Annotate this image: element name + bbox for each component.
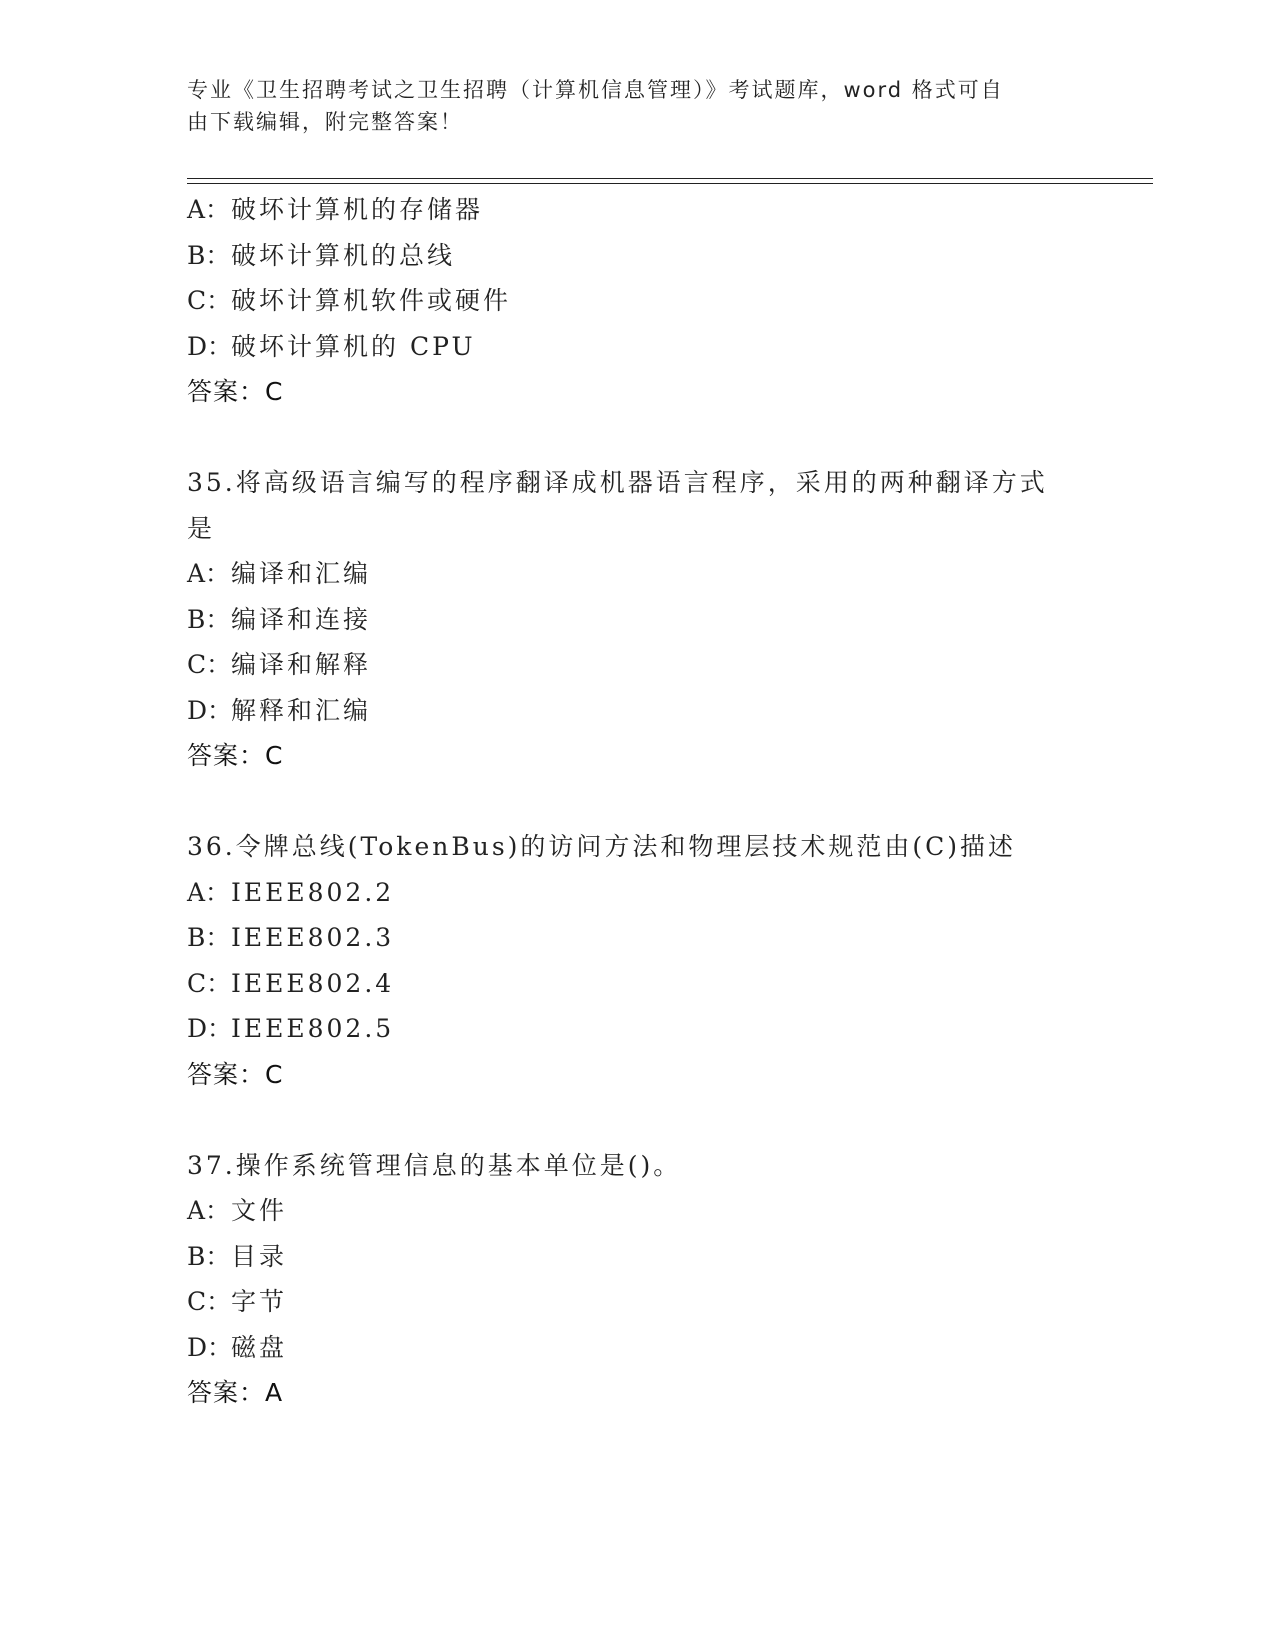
option-key: D： [187,1332,233,1362]
option-key: A： [187,1196,231,1225]
answer-line: 答案：C [187,1059,284,1089]
option-c [187,642,1107,688]
option-c [187,278,1107,324]
header-divider-bottom [187,183,1153,184]
option-a [187,1188,1107,1234]
option-text: 破坏计算机软件或硬件 [231,286,512,315]
option-text: IEEE802.5 [231,1014,395,1043]
option-key: B： [187,923,231,952]
question-37 [187,1143,1107,1416]
question-36 [187,824,1107,1097]
option-d [187,688,1107,734]
option-text: IEEE802.2 [231,877,395,907]
option-text: 解释和汇编 [231,695,372,725]
option-key: C： [187,1287,232,1316]
option-a [187,187,1107,233]
header-line-1: 专业《卫生招聘考试之卫生招聘（计算机信息管理）》考试题库，word 格式可自 [187,78,1004,102]
spacer [187,779,1107,825]
option-b [187,915,1107,961]
option-text: 破坏计算机的总线 [231,240,456,270]
option-key: A： [187,559,231,588]
question-text: 35.将高级语言编写的程序翻译成机器语言程序，采用的两种翻译方式 [187,468,1048,497]
option-key: D： [187,1014,233,1043]
option-key: A： [187,877,231,907]
option-d [187,1006,1107,1052]
answer-line: 答案：C [187,377,284,406]
option-d [187,324,1107,370]
option-text: 磁盘 [231,1332,288,1362]
header-line-2: 由下载编辑，附完整答案！ [187,110,463,134]
option-b [187,1234,1107,1280]
option-key: C： [187,286,232,315]
option-text: 编译和汇编 [231,559,372,588]
answer-line: 答案：C [187,741,284,770]
option-text: 破坏计算机的 CPU [231,331,476,361]
option-b [187,597,1107,643]
option-key: A： [187,195,231,224]
option-key: B： [187,1241,231,1271]
option-text: 编译和连接 [231,604,372,634]
option-text: 目录 [231,1241,288,1271]
option-key: C： [187,650,232,679]
question-text-continued: 是 [187,513,216,543]
question-text: 36.令牌总线(TokenBus)的访问方法和物理层技术规范由(C)描述 [187,832,1017,861]
option-text: IEEE802.4 [231,968,395,998]
option-c [187,1279,1107,1325]
option-key: B： [187,604,231,634]
option-text: IEEE802.3 [231,923,395,952]
question-text: 37.操作系统管理信息的基本单位是()。 [187,1150,682,1180]
option-key: C： [187,968,232,998]
question-list [187,187,1107,1416]
option-text: 文件 [231,1196,288,1225]
option-text: 破坏计算机的存储器 [231,195,484,224]
option-b [187,233,1107,279]
answer-line: 答案：A [187,1378,284,1407]
option-key: D： [187,331,233,361]
question-35 [187,460,1107,779]
option-key: D： [187,695,233,725]
option-key: B： [187,240,231,270]
option-a [187,551,1107,597]
spacer [187,415,1107,461]
document-header [187,74,1067,138]
option-text: 字节 [231,1287,288,1316]
spacer [187,1097,1107,1143]
option-c [187,961,1107,1007]
option-d [187,1325,1107,1371]
option-text: 编译和解释 [231,650,372,679]
question-34-continuation [187,187,1107,415]
header-divider-top [187,178,1153,179]
option-a [187,870,1107,916]
